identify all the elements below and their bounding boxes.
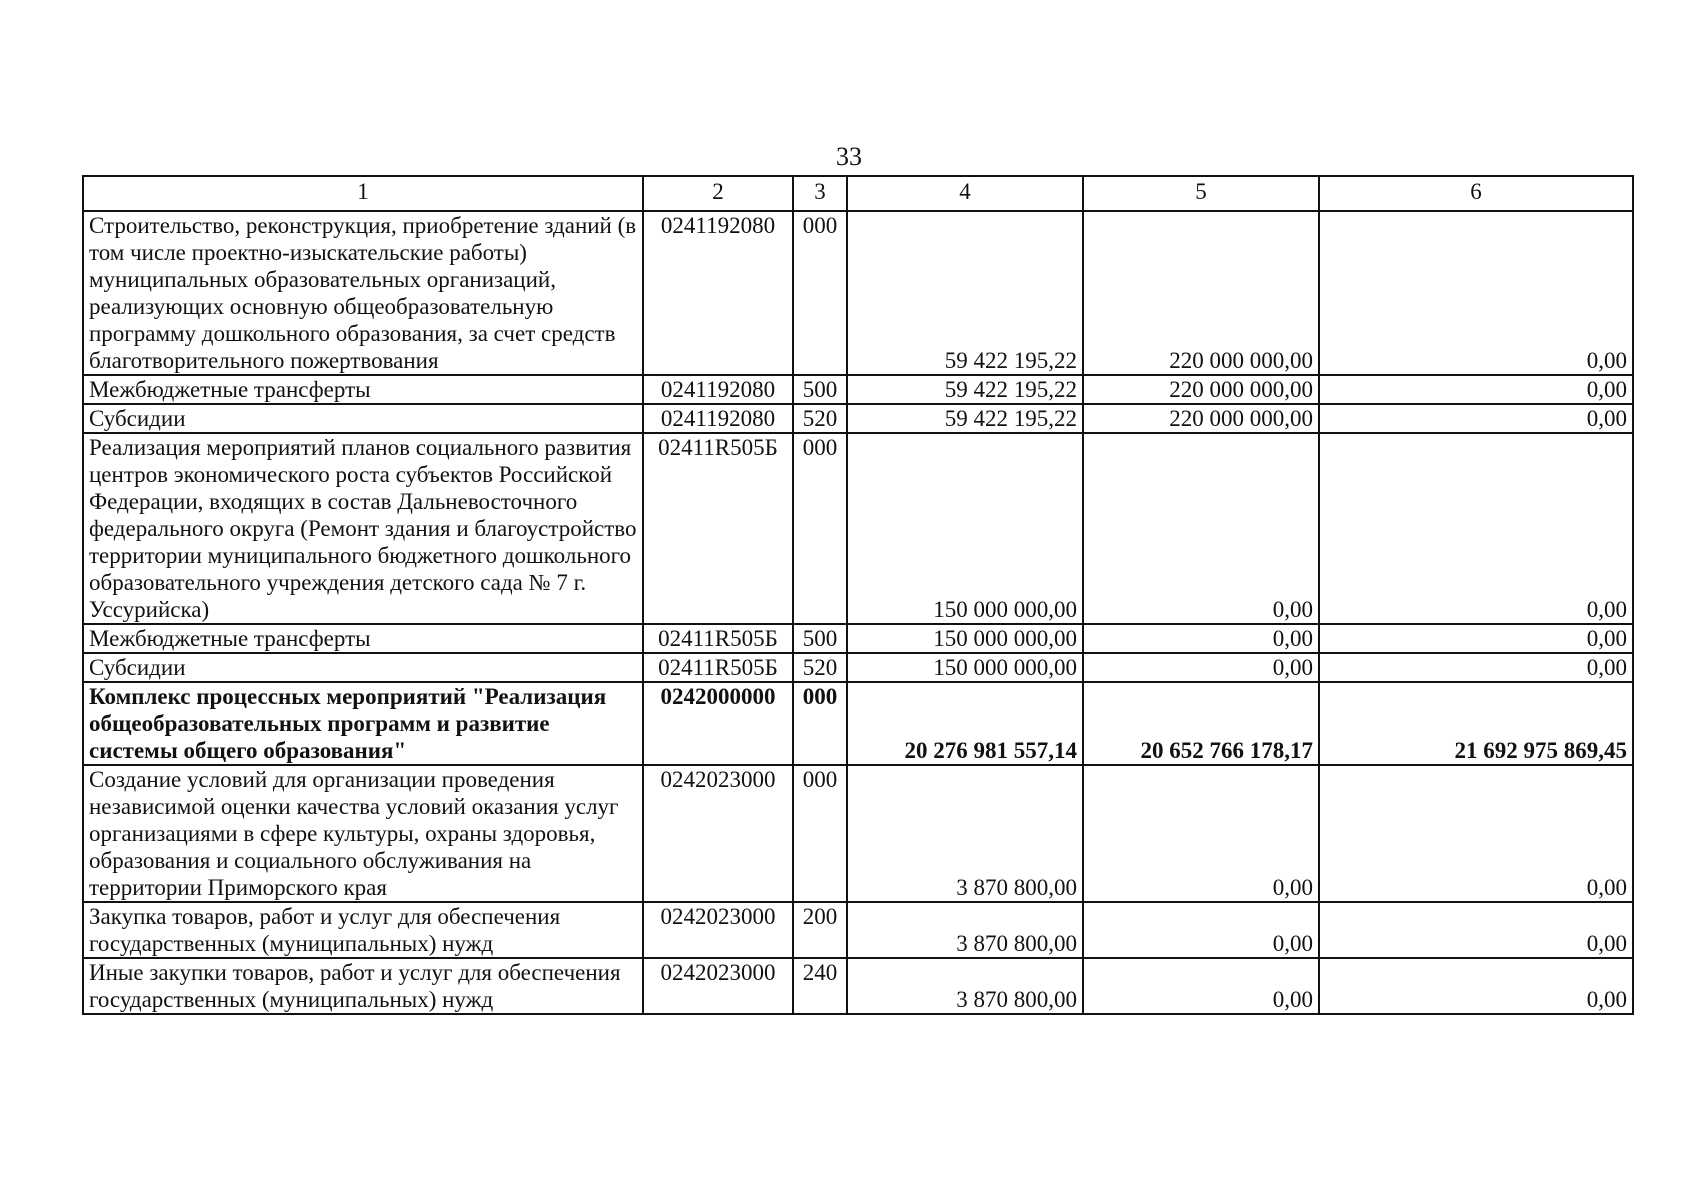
row-name: Субсидии: [83, 404, 643, 433]
row-target-code: 02411R505Б: [643, 624, 793, 653]
row-expense-kind: 240: [793, 958, 847, 1014]
row-amount-col6: 0,00: [1319, 958, 1633, 1014]
column-header: 4: [847, 176, 1083, 211]
row-amount-col6: 21 692 975 869,45: [1319, 682, 1633, 765]
table-row: [83, 958, 1633, 1014]
row-expense-kind: 000: [793, 211, 847, 375]
row-name: Комплекс процессных мероприятий "Реализация общеобразовательных программ и развитие системы общего образования": [83, 682, 643, 765]
row-name: Создание условий для организации проведения независимой оценки качества условий оказания услуг организациями в сфере культуры, охраны здоровья, образования и социального обслуживания на территории Приморского края: [83, 765, 643, 902]
row-amount-col5: 0,00: [1083, 902, 1319, 958]
table-row: [83, 653, 1633, 682]
row-expense-kind: 200: [793, 902, 847, 958]
row-amount-col4: 150 000 000,00: [847, 433, 1083, 624]
row-amount-col6: 0,00: [1319, 404, 1633, 433]
row-name: Иные закупки товаров, работ и услуг для обеспечения государственных (муниципальных) нужд: [83, 958, 643, 1014]
row-amount-col4: 59 422 195,22: [847, 211, 1083, 375]
row-target-code: 0241192080: [643, 404, 793, 433]
row-amount-col5: 20 652 766 178,17: [1083, 682, 1319, 765]
table-row: [83, 211, 1633, 375]
row-name: Строительство, реконструкция, приобретение зданий (в том числе проектно-изыскательские работы) муниципальных образовательных организаций, реализующих основную общеобразовательную программу дошкольного образования, за счет средств благотворительного пожертвования: [83, 211, 643, 375]
column-header: 6: [1319, 176, 1633, 211]
row-name: Закупка товаров, работ и услуг для обеспечения государственных (муниципальных) нужд: [83, 902, 643, 958]
row-amount-col4: 150 000 000,00: [847, 653, 1083, 682]
row-expense-kind: 000: [793, 682, 847, 765]
row-amount-col4: 150 000 000,00: [847, 624, 1083, 653]
table-row: [83, 902, 1633, 958]
row-target-code: 0242023000: [643, 902, 793, 958]
row-amount-col4: 3 870 800,00: [847, 958, 1083, 1014]
row-amount-col5: 220 000 000,00: [1083, 375, 1319, 404]
row-target-code: 0242023000: [643, 958, 793, 1014]
row-amount-col6: 0,00: [1319, 653, 1633, 682]
row-amount-col5: 220 000 000,00: [1083, 211, 1319, 375]
row-amount-col6: 0,00: [1319, 765, 1633, 902]
row-amount-col6: 0,00: [1319, 624, 1633, 653]
row-amount-col5: 220 000 000,00: [1083, 404, 1319, 433]
row-expense-kind: 520: [793, 653, 847, 682]
row-amount-col5: 0,00: [1083, 653, 1319, 682]
row-amount-col5: 0,00: [1083, 958, 1319, 1014]
budget-table: [82, 175, 1634, 1015]
column-header: 5: [1083, 176, 1319, 211]
row-amount-col5: 0,00: [1083, 765, 1319, 902]
row-target-code: 0241192080: [643, 375, 793, 404]
row-amount-col6: 0,00: [1319, 375, 1633, 404]
table-row: [83, 682, 1633, 765]
row-expense-kind: 000: [793, 765, 847, 902]
row-amount-col4: 20 276 981 557,14: [847, 682, 1083, 765]
column-header: 3: [793, 176, 847, 211]
table-row: [83, 433, 1633, 624]
row-amount-col5: 0,00: [1083, 433, 1319, 624]
row-name: Субсидии: [83, 653, 643, 682]
table-header-row: [83, 176, 1633, 211]
row-amount-col4: 59 422 195,22: [847, 375, 1083, 404]
row-amount-col4: 59 422 195,22: [847, 404, 1083, 433]
table-row: [83, 765, 1633, 902]
row-expense-kind: 000: [793, 433, 847, 624]
row-expense-kind: 520: [793, 404, 847, 433]
column-header: 1: [83, 176, 643, 211]
row-amount-col6: 0,00: [1319, 902, 1633, 958]
row-name: Реализация мероприятий планов социального развития центров экономического роста субъектов Российской Федерации, входящих в состав Дальневосточного федерального округа (Ремонт здания и благоустройство территории муниципального бюджетного дошкольного образовательного учреждения детского сада № 7 г. Уссурийска): [83, 433, 643, 624]
table-row: [83, 375, 1633, 404]
row-name: Межбюджетные трансферты: [83, 375, 643, 404]
row-amount-col5: 0,00: [1083, 624, 1319, 653]
row-expense-kind: 500: [793, 624, 847, 653]
row-expense-kind: 500: [793, 375, 847, 404]
row-target-code: 02411R505Б: [643, 653, 793, 682]
row-target-code: 02411R505Б: [643, 433, 793, 624]
row-amount-col4: 3 870 800,00: [847, 765, 1083, 902]
row-target-code: 0241192080: [643, 211, 793, 375]
row-target-code: 0242000000: [643, 682, 793, 765]
row-amount-col4: 3 870 800,00: [847, 902, 1083, 958]
column-header: 2: [643, 176, 793, 211]
row-amount-col6: 0,00: [1319, 211, 1633, 375]
row-target-code: 0242023000: [643, 765, 793, 902]
row-name: Межбюджетные трансферты: [83, 624, 643, 653]
page-number: 33: [836, 142, 862, 171]
table-row: [83, 624, 1633, 653]
row-amount-col6: 0,00: [1319, 433, 1633, 624]
table-row: [83, 404, 1633, 433]
